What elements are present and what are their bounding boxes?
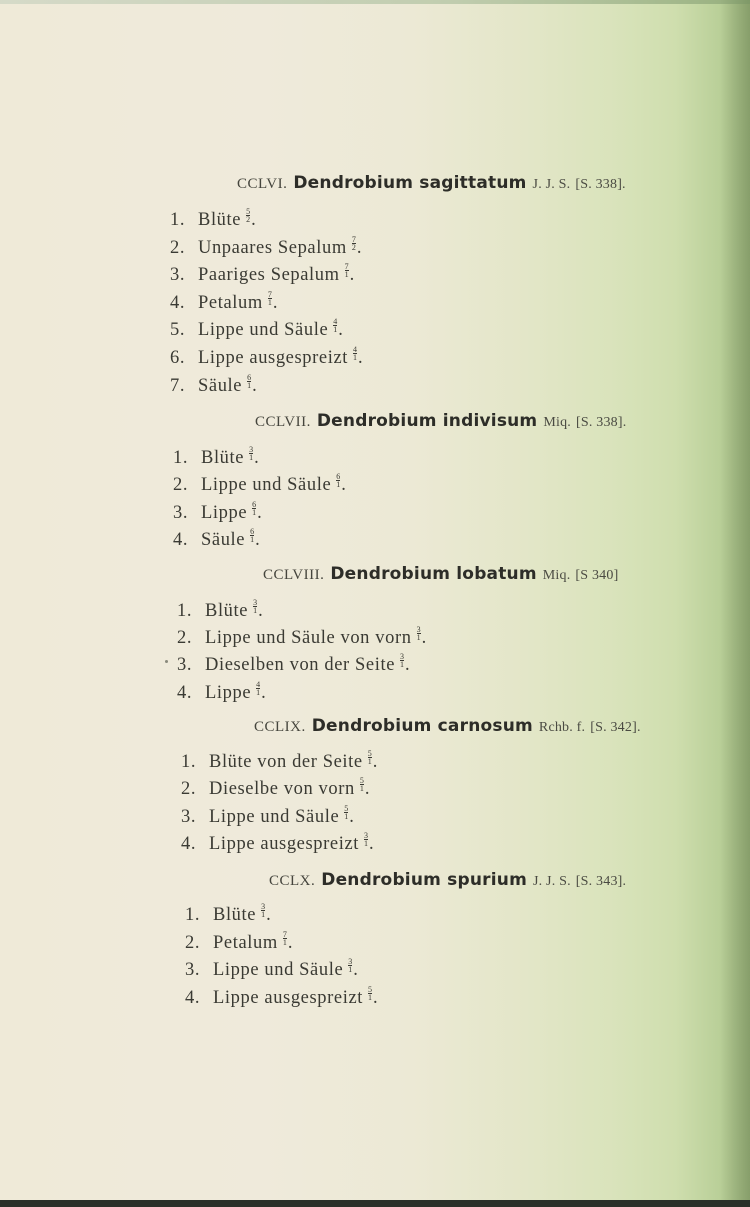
magnification-fraction: $\frac{4}{1}$ (333, 317, 338, 334)
magnification-fraction: $\frac{3}{1}$ (400, 652, 405, 669)
list-item: 4. Säule $\frac{6}{1}$ . (173, 527, 261, 550)
list-item: 3. Lippe und Säule $\frac{5}{1}$ . (181, 804, 355, 827)
magnification-fraction: $\frac{7}{2}$ (351, 235, 356, 252)
page-reference: [S. 343]. (575, 874, 627, 889)
magnification-fraction: $\frac{5}{2}$ (246, 207, 251, 224)
magnification-fraction: $\frac{3}{1}$ (416, 625, 421, 642)
magnification-fraction: $\frac{5}{1}$ (359, 776, 364, 793)
section-heading (255, 411, 626, 431)
list-item: 3. Dieselben von der Seite $\frac{3}{1}$ . (177, 652, 411, 675)
magnification-fraction: $\frac{7}{1}$ (344, 262, 349, 279)
magnification-fraction: $\frac{3}{1}$ (261, 902, 266, 919)
list-item: 2. Lippe und Säule von vorn $\frac{3}{1}$ . (177, 625, 427, 648)
list-item: 3. Lippe $\frac{6}{1}$ . (173, 500, 263, 523)
magnification-fraction: $\frac{6}{1}$ (247, 373, 252, 390)
page-reference: [S. 338]. (575, 177, 626, 192)
paper-speck (165, 660, 168, 663)
magnification-fraction: $\frac{3}{1}$ (348, 957, 353, 974)
species-author: Rchb. f. (538, 720, 586, 735)
list-item: 1. Blüte von der Seite $\frac{5}{1}$ . (181, 749, 378, 772)
list-item: 5. Lippe und Säule $\frac{4}{1}$ . (170, 317, 344, 340)
section-number: CCLVII. (255, 414, 311, 430)
list-item: 4. Lippe ausgespreizt $\frac{5}{1}$ . (185, 985, 379, 1008)
section-heading (254, 716, 641, 736)
list-item: 2. Unpaares Sepalum $\frac{7}{2}$ . (170, 235, 363, 258)
magnification-fraction: $\frac{4}{1}$ (353, 345, 358, 362)
list-item: 6. Lippe ausgespreizt $\frac{4}{1}$ . (170, 345, 364, 368)
section-number: CCLVI. (237, 176, 288, 192)
magnification-fraction: $\frac{6}{1}$ (336, 472, 341, 489)
list-item: 3. Paariges Sepalum $\frac{7}{1}$ . (170, 262, 355, 285)
section-number: CCLIX. (254, 719, 306, 735)
list-item: 1. Blüte $\frac{3}{1}$ . (185, 902, 272, 925)
magnification-fraction: $\frac{4}{1}$ (256, 680, 261, 697)
list-item: 4. Lippe ausgespreizt $\frac{3}{1}$ . (181, 831, 375, 854)
list-item: 3. Lippe und Säule $\frac{3}{1}$ . (185, 957, 359, 980)
list-item: 7. Säule $\frac{6}{1}$ . (170, 373, 258, 396)
section-heading (269, 870, 626, 890)
species-author: Miq. (542, 568, 571, 583)
species-author: J. J. S. (532, 177, 571, 192)
magnification-fraction: $\frac{6}{1}$ (250, 527, 255, 544)
species-name: Dendrobium spurium (321, 870, 527, 890)
section-number: CCLX. (269, 873, 316, 889)
list-item: 1. Blüte $\frac{3}{1}$ . (173, 445, 260, 468)
list-item: 4. Lippe $\frac{4}{1}$ . (177, 680, 267, 703)
list-item: 1. Blüte $\frac{3}{1}$ . (177, 598, 264, 621)
page-reference: [S. 342]. (590, 720, 641, 735)
magnification-fraction: $\frac{5}{1}$ (368, 985, 373, 1002)
section-heading (237, 173, 626, 193)
list-item: 4. Petalum $\frac{7}{1}$ . (170, 290, 279, 313)
section-number: CCLVIII. (263, 567, 325, 583)
magnification-fraction: $\frac{6}{1}$ (252, 500, 257, 517)
magnification-fraction: $\frac{3}{1}$ (253, 598, 258, 615)
page-gutter-shadow (720, 0, 750, 1200)
species-author: Miq. (543, 415, 571, 430)
page-top-edge (0, 0, 750, 4)
magnification-fraction: $\frac{3}{1}$ (249, 445, 254, 462)
species-name: Dendrobium lobatum (330, 564, 537, 584)
page-reference: [S. 338]. (576, 415, 627, 430)
species-name: Dendrobium sagittatum (293, 173, 527, 193)
page-reference: [S 340] (575, 568, 619, 583)
page-bottom-edge (0, 1200, 750, 1207)
magnification-fraction: $\frac{5}{1}$ (367, 749, 372, 766)
section-heading (263, 564, 618, 584)
magnification-fraction: $\frac{7}{1}$ (267, 290, 272, 307)
species-author: J. J. S. (533, 874, 571, 889)
species-name: Dendrobium indivisum (316, 411, 538, 431)
species-name: Dendrobium carnosum (311, 716, 533, 736)
magnification-fraction: $\frac{7}{1}$ (282, 930, 287, 947)
list-item: 2. Lippe und Säule $\frac{6}{1}$ . (173, 472, 347, 495)
magnification-fraction: $\frac{3}{1}$ (364, 831, 369, 848)
list-item: 2. Dieselbe von vorn $\frac{5}{1}$ . (181, 776, 371, 799)
list-item: 1. Blüte $\frac{5}{2}$ . (170, 207, 257, 230)
magnification-fraction: $\frac{5}{1}$ (344, 804, 349, 821)
list-item: 2. Petalum $\frac{7}{1}$ . (185, 930, 294, 953)
